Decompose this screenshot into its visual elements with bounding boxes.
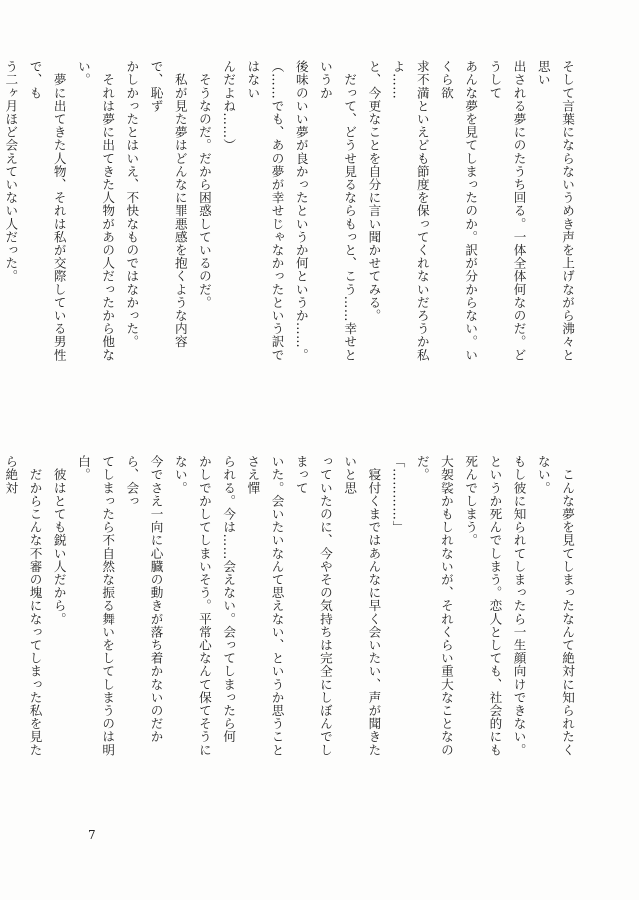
text-line: 今でさえ一向に心臓の動きが落ち着かないのだから、会っ bbox=[124, 455, 164, 744]
text-line: それは夢に出てきた人物があの人だったから他ない。 bbox=[75, 60, 116, 362]
text-line: だって、どうせ見るならもっと、こう……幸せというか bbox=[317, 60, 358, 362]
text-line: んだよね……） bbox=[221, 60, 237, 152]
text-line: もし彼に知られてしまったら一生顔向けできない。というか死んでしまう。恋人としても、社会的にも死んでしまう。 bbox=[463, 455, 527, 757]
text-line: と、今更なことを自分に言い聞かせてみる。 bbox=[366, 60, 382, 322]
page-number: 7 bbox=[88, 828, 96, 842]
text-line: （……でも、あの夢が幸せじゃなかったという訳ではない bbox=[245, 60, 285, 362]
text-line: 出される夢にのたうち回る。一体全体何なのだ。どうして bbox=[487, 60, 527, 362]
text-line: 夢に出てきた人物、それは私が交際している男性で、も bbox=[27, 60, 67, 362]
lower-text-block bbox=[0, 455, 579, 765]
text-line: 寝付くまではあんなに早く会いたい、声が聞きたいと思 bbox=[342, 455, 382, 757]
text-line: そうなのだ。だから困惑しているのだ。 bbox=[196, 60, 212, 309]
text-line: あんな夢を見てしまったのか。訳が分からない。いくら欲 bbox=[438, 60, 479, 362]
text-line: そして言葉にならないうめき声を上げながら沸々と思い bbox=[535, 60, 575, 362]
upper-text-block bbox=[0, 60, 579, 370]
text-line: 大袈裟かもしれないが、それくらい重大なことなのだ。 bbox=[414, 455, 454, 757]
text-line: てしまったら不自然な振る舞いをしてしまうのは明白。 bbox=[75, 455, 116, 757]
text-line: かしでかしてしまいそう。平常心なんて保てそうにない。 bbox=[172, 455, 212, 757]
text-line: っていたのに、今やその気持ちは完全にしぼんでしまって bbox=[293, 455, 333, 757]
text-line: 彼はとても鋭い人だから。 bbox=[51, 455, 67, 626]
text-line: 後味のいい夢が良かったというか何というか……。 bbox=[293, 60, 309, 362]
text-line: こんな夢を見てしまったなんて絶対に知られたくない。 bbox=[535, 455, 575, 757]
text-line: う二ヶ月ほど会えていない人だった。 bbox=[3, 60, 19, 283]
text-line: 求不満といえども節度を保ってくれないだろうか私よ…… bbox=[390, 60, 430, 362]
text-line: だからこんな不審の塊になってしまった私を見たら絶対 bbox=[3, 455, 43, 757]
text-line: かしかったとはいえ、不快なものではなかった。 bbox=[124, 60, 140, 349]
text-line: いた。会いたいなんて思えない、というか思うことさえ憚 bbox=[245, 455, 285, 757]
text-line: 「…………」 bbox=[390, 455, 406, 534]
text-line: られる。今は……会えない。会ってしまったら何 bbox=[221, 455, 237, 744]
text-line: 私が見た夢はどんなに罪悪感を抱くような内容で、恥ず bbox=[148, 60, 188, 349]
